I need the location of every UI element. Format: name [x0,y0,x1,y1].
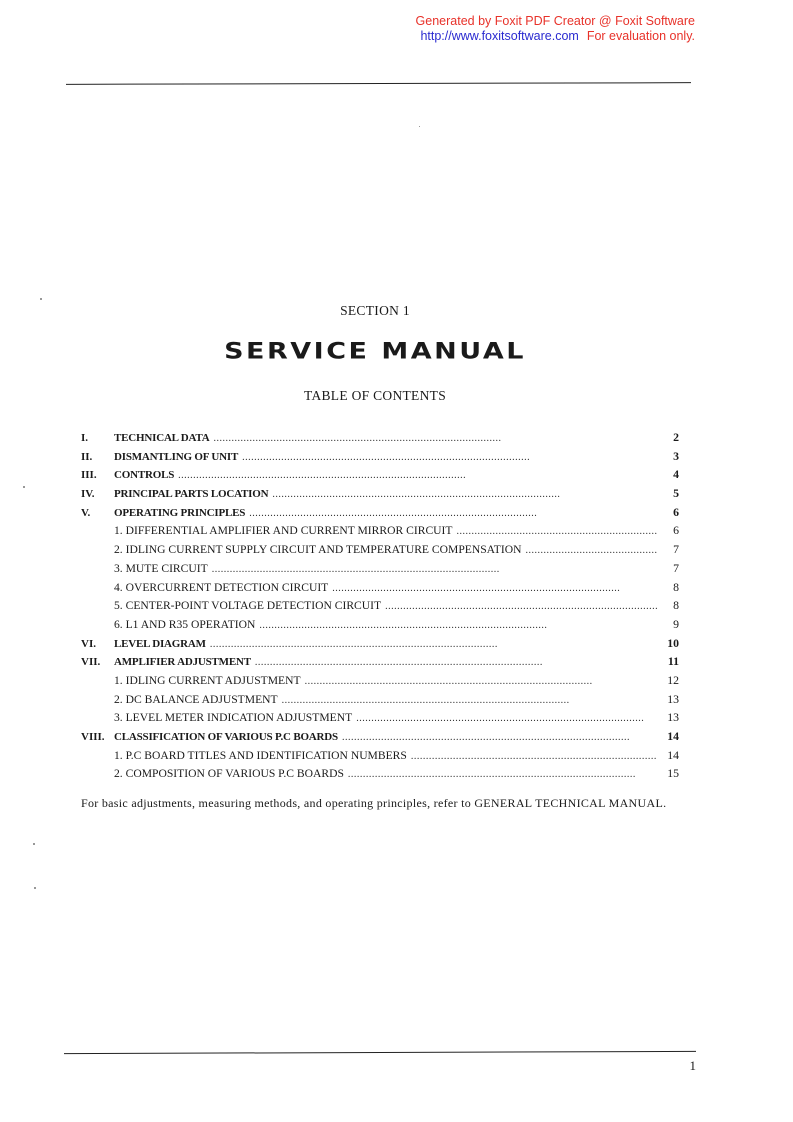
toc-entry [81,505,679,524]
toc-entry [81,729,679,748]
toc-entry [81,580,679,599]
toc-entry-page: 8 [673,579,679,594]
toc-entry-page: 2 [673,430,679,444]
toc-entry-number: IV. [81,488,95,501]
toc-entry-number: III. [81,469,97,482]
watermark-line-2 [416,29,695,44]
scan-speck [33,843,35,845]
foxit-watermark [416,14,695,44]
toc-entry-title: PRINCIPAL PARTS LOCATION [114,488,269,501]
toc-entry [81,673,679,692]
toc-dot-leader [242,452,657,463]
toc-entry-page: 11 [667,654,679,669]
toc-entry-page: 15 [667,766,679,781]
toc-entry [81,561,679,580]
toc-entry [81,598,679,617]
toc-dot-leader [282,695,657,706]
toc-dot-leader [305,676,657,687]
toc-entry-page: 7 [673,560,679,575]
page-number: 1 [689,1058,696,1073]
scan-speck [40,298,42,300]
toc-entry [81,766,679,785]
toc-entry [81,710,679,729]
toc-entry-page: 10 [667,635,679,650]
toc-entry-title: 2. COMPOSITION OF VARIOUS P.C BOARDS [114,767,344,781]
toc-entry [81,748,679,767]
section-label: SECTION 1 [340,303,410,318]
toc-entry-page: 13 [667,710,679,725]
toc-entry-number: VI. [81,637,96,650]
toc-dot-leader [178,470,657,481]
toc-entry [81,430,679,449]
toc-entry-title: 6. L1 AND R35 OPERATION [114,617,256,631]
toc-entry-page: 7 [673,542,679,557]
toc-entry [81,617,679,636]
toc-dot-leader [385,601,657,612]
toc-entry-title: 2. DC BALANCE ADJUSTMENT [114,692,278,706]
toc-entry-page: 8 [673,598,679,613]
table-of-contents [81,430,679,785]
toc-entry-page: 6 [673,504,679,519]
toc-entry-number: V. [81,506,91,519]
toc-entry-number: I. [81,432,89,444]
toc-entry [81,692,679,711]
reference-note: For basic adjustments, measuring methods, and operating principles, refer to GENERAL TECHNICAL MANUAL. [81,796,667,810]
toc-entry-title: AMPLIFIER ADJUSTMENT [114,656,251,669]
toc-entry [81,654,679,673]
toc-dot-leader [411,751,657,762]
toc-entry-title: CLASSIFICATION OF VARIOUS P.C BOARDS [114,731,338,743]
toc-entry-title: 5. CENTER-POINT VOLTAGE DETECTION CIRCUIT [114,599,382,613]
watermark-url-link[interactable]: http://www.foxitsoftware.com [420,29,579,43]
toc-entry-page: 12 [667,672,679,687]
toc-entry [81,636,679,655]
toc-dot-leader [525,545,657,556]
top-rule [66,82,691,85]
toc-dot-leader [212,564,657,575]
toc-entry-title: DISMANTLING OF UNIT [114,450,239,463]
toc-entry-number: VII. [81,656,101,669]
toc-entry-page: 9 [673,616,679,631]
toc-entry-page: 13 [667,691,679,706]
toc-entry [81,449,679,468]
toc-dot-leader [348,769,657,780]
toc-entry-title: 1. DIFFERENTIAL AMPLIFIER AND CURRENT MIRROR CIRCUIT [114,524,453,538]
toc-entry [81,467,679,486]
toc-entry [81,486,679,505]
toc-dot-leader [356,713,657,724]
toc-dot-leader [210,639,657,650]
toc-entry-title: 3. LEVEL METER INDICATION ADJUSTMENT [114,711,353,725]
toc-entry-title: 1. IDLING CURRENT ADJUSTMENT [114,673,301,687]
toc-entry-title: CONTROLS [114,469,175,482]
toc-dot-leader [342,732,657,743]
watermark-evaluation-note: For evaluation only. [586,29,695,43]
toc-entry-page: 3 [673,448,679,463]
bottom-rule [64,1051,696,1054]
scan-speck [419,126,420,127]
toc-entry-title: 1. P.C BOARD TITLES AND IDENTIFICATION NUMBERS [114,748,407,762]
toc-dot-leader [457,526,658,537]
toc-entry-page: 4 [673,467,679,482]
toc-entry-title: LEVEL DIAGRAM [114,637,206,650]
toc-entry-page: 14 [667,747,679,762]
scan-speck [34,887,36,889]
toc-dot-leader [214,433,657,444]
toc-entry-title: TECHNICAL DATA [114,432,210,444]
toc-dot-leader [255,657,657,668]
toc-entry-title: 4. OVERCURRENT DETECTION CIRCUIT [114,580,329,594]
toc-entry-page: 6 [673,523,679,538]
toc-entry-page: 14 [667,729,679,743]
toc-entry-page: 5 [673,486,679,501]
toc-dot-leader [332,583,657,594]
toc-heading: TABLE OF CONTENTS [303,388,447,403]
page-title: SERVICE MANUAL [224,338,526,365]
toc-dot-leader [249,508,657,519]
toc-entry [81,523,679,542]
watermark-line-1: Generated by Foxit PDF Creator @ Foxit Software [415,14,695,28]
toc-dot-leader [272,489,657,500]
toc-entry-title: OPERATING PRINCIPLES [114,506,246,519]
toc-dot-leader [259,620,657,631]
scan-speck [23,486,25,488]
toc-entry-number: II. [81,450,93,463]
toc-entry-title: 3. MUTE CIRCUIT [114,561,208,575]
toc-entry-title: 2. IDLING CURRENT SUPPLY CIRCUIT AND TEMPERATURE COMPENSATION [114,543,522,557]
toc-entry-number: VIII. [81,731,105,743]
toc-entry [81,542,679,561]
